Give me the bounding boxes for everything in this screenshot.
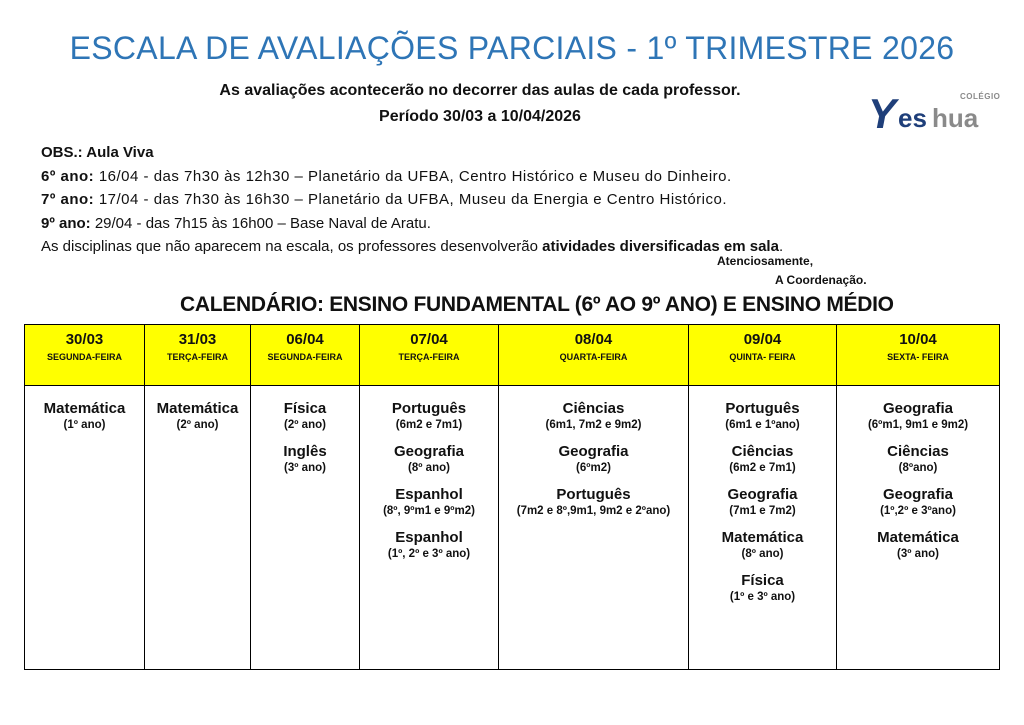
exam-grades: (6m2 e 7m1) bbox=[729, 462, 796, 474]
exam-grades: (3º ano) bbox=[897, 548, 939, 560]
obs-note bbox=[41, 235, 783, 259]
exam-entry bbox=[690, 486, 835, 519]
day-header bbox=[689, 325, 837, 386]
exam-entry bbox=[500, 443, 687, 476]
subtitle-notice: As avaliações acontecerão no decorrer das aulas de cada professor. bbox=[219, 82, 741, 99]
calendar-body-row bbox=[25, 386, 1000, 670]
signature-name: A Coordenação. bbox=[775, 273, 867, 287]
day-cell bbox=[25, 386, 145, 670]
obs-item bbox=[41, 188, 783, 212]
exam-entry bbox=[252, 443, 358, 476]
day-weekday: SEGUNDA-FEIRA bbox=[46, 352, 122, 362]
exam-grades: (6ºm1, 9m1 e 9m2) bbox=[867, 419, 969, 431]
calendar-title: CALENDÁRIO: ENSINO FUNDAMENTAL (6º AO 9º ANO) E ENSINO MÉDIO bbox=[180, 293, 894, 316]
exam-grades: (6m2 e 7m1) bbox=[395, 419, 463, 431]
exam-grades: (1º, 2º e 3º ano) bbox=[387, 548, 471, 560]
exam-subject: Ciências bbox=[731, 443, 794, 460]
day-date: 06/04 bbox=[286, 331, 324, 348]
exam-entry bbox=[690, 572, 835, 605]
school-logo bbox=[868, 88, 1001, 138]
exam-subject: Matemática bbox=[877, 529, 959, 546]
exam-subject: Física bbox=[741, 572, 784, 589]
exam-grades: (6m1, 7m2 e 9m2) bbox=[545, 419, 642, 431]
obs-item bbox=[41, 165, 783, 189]
obs-item-text: 29/04 - das 7h15 às 16h00 – Base Naval de Aratu. bbox=[90, 214, 431, 232]
obs-note-bold: atividades diversificadas em sala bbox=[542, 238, 779, 255]
exam-entry bbox=[146, 400, 249, 433]
exam-entry bbox=[838, 529, 998, 562]
exam-entry bbox=[690, 529, 835, 562]
day-date: 07/04 bbox=[410, 331, 448, 348]
exam-subject: Português bbox=[556, 486, 631, 503]
exam-subject: Geografia bbox=[882, 486, 954, 503]
day-cell bbox=[837, 386, 1000, 670]
day-date: 31/03 bbox=[178, 331, 217, 348]
obs-item-label: 9º ano: bbox=[41, 214, 91, 232]
day-header bbox=[145, 325, 251, 386]
exam-entry bbox=[500, 486, 687, 519]
exam-entry bbox=[838, 443, 998, 476]
exam-entry bbox=[361, 486, 497, 519]
day-header bbox=[360, 325, 499, 386]
observations-block bbox=[41, 141, 783, 259]
logo-mark: Y bbox=[868, 90, 897, 137]
exam-entry bbox=[690, 443, 835, 476]
exam-subject: Matemática bbox=[721, 529, 804, 546]
exam-entry bbox=[361, 443, 497, 476]
exam-grades: (7m1 e 7m2) bbox=[729, 505, 796, 517]
day-weekday: QUARTA-FEIRA bbox=[559, 352, 628, 362]
logo-small-text: COLÉGIO bbox=[960, 92, 1001, 101]
exam-subject: Geografia bbox=[727, 486, 798, 503]
exam-grades: (2º ano) bbox=[176, 419, 219, 431]
obs-item-text: 16/04 - das 7h30 às 12h30 – Planetário da UFBA, Centro Histórico e Museu do Dinheiro. bbox=[94, 167, 732, 185]
exam-subject: Ciências bbox=[887, 443, 949, 460]
exam-grades: (1º,2º e 3ºano) bbox=[880, 505, 956, 517]
exam-grades: (7m2 e 8º,9m1, 9m2 e 2ºano) bbox=[516, 505, 671, 517]
exam-subject: Ciências bbox=[562, 400, 625, 417]
day-weekday: TERÇA-FEIRA bbox=[167, 352, 228, 362]
exam-subject: Geografia bbox=[393, 443, 465, 460]
exam-subject: Geografia bbox=[558, 443, 629, 460]
exam-grades: (8º ano) bbox=[408, 462, 450, 474]
day-weekday: SEXTA- FEIRA bbox=[887, 352, 949, 362]
day-weekday: QUINTA- FEIRA bbox=[729, 352, 796, 362]
exam-entry bbox=[690, 400, 835, 433]
exam-entry bbox=[838, 400, 998, 433]
day-weekday: SEGUNDA-FEIRA bbox=[267, 352, 343, 362]
day-header bbox=[251, 325, 360, 386]
exam-entry bbox=[361, 529, 497, 562]
exam-grades: (8º ano) bbox=[741, 548, 784, 560]
day-date: 30/03 bbox=[65, 331, 104, 348]
exam-entry bbox=[500, 400, 687, 433]
obs-note-end: . bbox=[778, 238, 784, 255]
exam-subject: Física bbox=[283, 400, 327, 417]
exam-subject: Espanhol bbox=[395, 529, 463, 546]
page-title: ESCALA DE AVALIAÇÕES PARCIAIS - 1º TRIMESTRE 2026 bbox=[69, 30, 955, 66]
day-date: 08/04 bbox=[574, 331, 613, 348]
exam-subject: Português bbox=[391, 400, 467, 417]
subtitle-period: Período 30/03 a 10/04/2026 bbox=[379, 108, 581, 125]
calendar-header-row bbox=[25, 325, 1000, 386]
day-header bbox=[25, 325, 145, 386]
day-cell bbox=[251, 386, 360, 670]
exam-grades: (6ºm2) bbox=[576, 462, 611, 474]
logo-text-a: es bbox=[898, 103, 927, 133]
obs-note-text: As disciplinas que não aparecem na escala, os professores desenvolverão bbox=[41, 238, 543, 255]
exam-grades: (2º ano) bbox=[284, 419, 326, 431]
logo-text-b: hua bbox=[932, 103, 979, 133]
exam-entry bbox=[252, 400, 358, 433]
exam-entry bbox=[838, 486, 998, 519]
exam-grades: (8ºano) bbox=[898, 462, 938, 474]
exam-subject: Geografia bbox=[882, 400, 954, 417]
day-weekday: TERÇA-FEIRA bbox=[398, 352, 460, 362]
exam-entry bbox=[361, 400, 497, 433]
exam-subject: Matemática bbox=[43, 400, 126, 417]
day-date: 10/04 bbox=[899, 331, 937, 348]
signature-greeting: Atenciosamente, bbox=[717, 254, 814, 268]
day-cell bbox=[145, 386, 251, 670]
obs-item-label: 6º ano: bbox=[41, 167, 95, 185]
exam-subject: Espanhol bbox=[395, 486, 463, 503]
obs-heading: OBS.: Aula Viva bbox=[41, 144, 154, 161]
exam-grades: (1º ano) bbox=[63, 419, 106, 431]
day-cell bbox=[360, 386, 499, 670]
day-cell bbox=[499, 386, 689, 670]
exam-calendar-table bbox=[24, 324, 1000, 670]
exam-grades: (6m1 e 1ºano) bbox=[725, 419, 800, 431]
exam-grades: (8º, 9ºm1 e 9ºm2) bbox=[383, 505, 475, 517]
day-header bbox=[837, 325, 1000, 386]
exam-grades: (3º ano) bbox=[284, 462, 326, 474]
exam-subject: Português bbox=[725, 400, 800, 417]
obs-item bbox=[41, 212, 783, 236]
day-date: 09/04 bbox=[743, 331, 782, 348]
day-header bbox=[499, 325, 689, 386]
exam-grades: (1º e 3º ano) bbox=[729, 591, 796, 603]
day-cell bbox=[689, 386, 837, 670]
exam-subject: Inglês bbox=[283, 443, 327, 460]
exam-entry bbox=[26, 400, 143, 433]
exam-subject: Matemática bbox=[156, 400, 239, 417]
obs-item-text: 17/04 - das 7h30 às 16h30 – Planetário da UFBA, Museu da Energia e Centro Histórico. bbox=[94, 191, 728, 208]
obs-item-label: 7º ano: bbox=[41, 191, 95, 208]
